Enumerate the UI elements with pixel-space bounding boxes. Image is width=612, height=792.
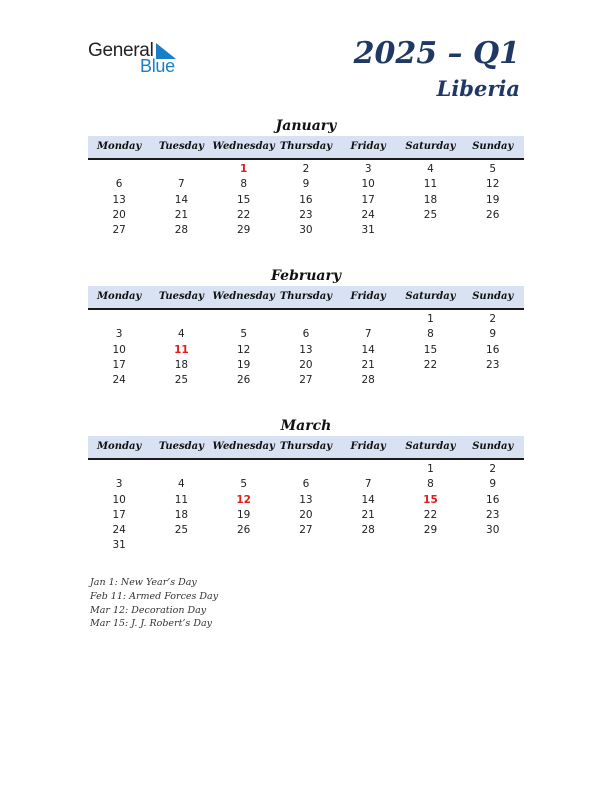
holiday-notes [90,576,218,631]
day-cell: 5 [240,328,247,341]
week-row [88,343,524,358]
day-cell: 1 [427,313,434,325]
day-cell: 20 [112,208,126,221]
day-cell: 28 [361,524,375,537]
day-cell: 9 [489,478,497,491]
day-cell: 30 [299,224,313,237]
day-cell: 11 [174,493,189,506]
weekday-label: Monday [96,291,142,302]
week-row [88,193,524,208]
day-cell: 24 [112,524,126,537]
weekday-label: Sunday [472,141,514,152]
weekday-label: Thursday [279,141,333,152]
week-row [88,327,524,342]
week-row [88,538,524,553]
month-march [88,416,524,554]
day-cell: 10 [112,493,126,506]
day-cell: 18 [174,508,189,521]
day-cell: 21 [361,358,375,371]
day-cell: 5 [489,163,497,175]
day-cell: 15 [423,343,438,356]
weekday-label: Thursday [279,291,333,302]
day-cell: 3 [115,478,123,491]
day-cell: 10 [361,178,375,191]
empty-day-cell [462,538,524,553]
page-title: 2025 – Q1 [353,36,520,71]
week-row [88,508,524,523]
empty-day-cell [275,462,337,477]
day-cell: 16 [486,343,500,356]
holiday-note: Mar 12: Decoration Day [90,604,207,616]
day-cell: 8 [427,328,434,341]
month-name: January [275,118,337,134]
day-cell: 1 [427,463,434,475]
empty-day-cell [399,223,461,238]
weekday-header-row [88,436,524,460]
empty-day-cell [275,538,337,553]
empty-day-cell [399,373,461,388]
week-row [88,208,524,223]
empty-day-cell [337,538,399,553]
day-cell: 24 [112,374,126,387]
day-cell: 3 [364,163,372,175]
weekday-label: Thursday [279,441,333,452]
empty-day-cell [337,312,399,327]
day-cell: 18 [174,358,189,371]
empty-day-cell [213,312,275,327]
day-cell: 21 [361,508,375,521]
day-cell: 13 [112,193,126,206]
day-cell: 28 [361,374,375,387]
day-cell: 19 [486,193,500,206]
day-cell: 13 [299,493,313,506]
holiday-note: Mar 15: J. J. Robert’s Day [90,618,212,630]
day-cell: 10 [112,343,126,356]
day-cell: 28 [174,224,189,237]
day-cell: 6 [302,478,310,491]
day-cell: 18 [423,193,438,206]
day-cell: 3 [115,328,123,341]
weekday-label: Saturday [405,441,456,452]
weekday-header-row [88,286,524,310]
day-cell: 22 [423,508,438,521]
week-row [88,162,524,177]
day-cell: 26 [486,208,500,221]
day-cell: 2 [489,463,497,475]
day-cell: 4 [178,478,185,491]
day-cell: 26 [236,524,251,537]
empty-day-cell [213,538,275,553]
day-cell: 22 [423,358,438,371]
day-cell: 20 [299,358,313,371]
holiday-day-cell: 12 [236,493,251,506]
day-cell: 27 [299,374,313,387]
empty-day-cell [88,162,150,177]
empty-day-cell [337,462,399,477]
day-cell: 20 [299,508,313,521]
day-cell: 13 [299,343,313,356]
weekday-label: Friday [350,441,386,452]
day-cell: 29 [423,524,438,537]
weekday-label: Monday [96,141,142,152]
day-cell: 21 [174,208,189,221]
day-cell: 15 [236,193,251,206]
empty-day-cell [462,373,524,388]
month-name: March [280,418,332,434]
day-cell: 17 [112,358,126,371]
country-subtitle: Liberia [436,76,520,101]
day-cell: 27 [299,524,313,537]
holiday-note: Jan 1: New Year’s Day [90,577,197,588]
week-row [88,177,524,192]
weekday-label: Saturday [405,141,456,152]
day-cell: 25 [174,524,189,537]
day-cell: 4 [427,163,434,175]
day-cell: 14 [361,343,375,356]
day-cell: 8 [427,478,434,491]
day-cell: 11 [423,178,438,191]
weekday-label: Monday [96,441,142,452]
week-row [88,223,524,238]
day-cell: 14 [361,493,375,506]
day-cell: 27 [112,224,126,237]
weekday-label: Tuesday [158,291,204,302]
day-cell: 2 [302,163,310,175]
day-cell: 5 [240,478,247,491]
day-cell: 24 [361,208,375,221]
day-cell: 4 [178,328,185,341]
week-row [88,493,524,508]
empty-day-cell [150,538,212,553]
weekday-label: Wednesday [212,141,275,152]
weekday-label: Saturday [405,291,456,302]
holiday-day-cell: 11 [174,343,189,356]
day-cell: 31 [361,224,375,237]
week-row [88,477,524,492]
week-row [88,462,524,477]
empty-day-cell [88,312,150,327]
week-row [88,312,524,327]
weekday-label: Tuesday [158,141,204,152]
day-cell: 26 [236,374,251,387]
day-cell: 16 [486,493,500,506]
holiday-note: Feb 11: Armed Forces Day [90,590,219,602]
day-cell: 16 [299,193,313,206]
empty-day-cell [150,462,212,477]
month-name: February [270,268,341,284]
day-cell: 23 [486,358,500,371]
day-cell: 31 [112,539,126,552]
holiday-day-cell: 1 [240,163,248,175]
empty-day-cell [275,312,337,327]
weekday-label: Tuesday [158,441,204,452]
day-cell: 23 [486,508,500,521]
day-cell: 6 [302,328,310,341]
week-row [88,523,524,538]
day-cell: 2 [489,313,497,325]
empty-day-cell [462,223,524,238]
day-cell: 17 [361,193,375,206]
day-cell: 7 [178,178,185,191]
weekday-header-row [88,136,524,160]
day-cell: 30 [486,524,500,537]
day-cell: 12 [486,178,500,191]
day-cell: 25 [174,374,189,387]
day-cell: 7 [364,328,372,341]
empty-day-cell [150,312,212,327]
day-cell: 14 [174,193,189,206]
day-cell: 25 [423,208,438,221]
day-cell: 22 [236,208,251,221]
day-cell: 6 [115,178,123,191]
day-cell: 23 [299,208,313,221]
day-cell: 9 [302,178,310,191]
day-cell: 12 [236,343,251,356]
month-february [88,266,524,388]
weekday-label: Wednesday [212,441,275,452]
day-cell: 29 [236,224,251,237]
empty-day-cell [213,462,275,477]
weekday-label: Wednesday [212,291,275,302]
empty-day-cell [88,462,150,477]
day-cell: 19 [236,508,251,521]
weekday-label: Sunday [472,291,514,302]
holiday-day-cell: 15 [423,493,438,506]
logo-general-text: General [88,40,154,61]
empty-day-cell [399,538,461,553]
week-row [88,373,524,388]
weekday-label: Friday [350,291,386,302]
logo [88,40,208,80]
day-cell: 17 [112,508,126,521]
weekday-label: Friday [350,141,386,152]
day-cell: 7 [364,478,372,491]
weekday-label: Sunday [472,441,514,452]
day-cell: 8 [240,178,247,191]
week-row [88,358,524,373]
logo-blue-text: Blue [140,56,175,76]
day-cell: 19 [236,358,251,371]
empty-day-cell [150,162,212,177]
day-cell: 9 [489,328,497,341]
month-january [88,116,524,238]
